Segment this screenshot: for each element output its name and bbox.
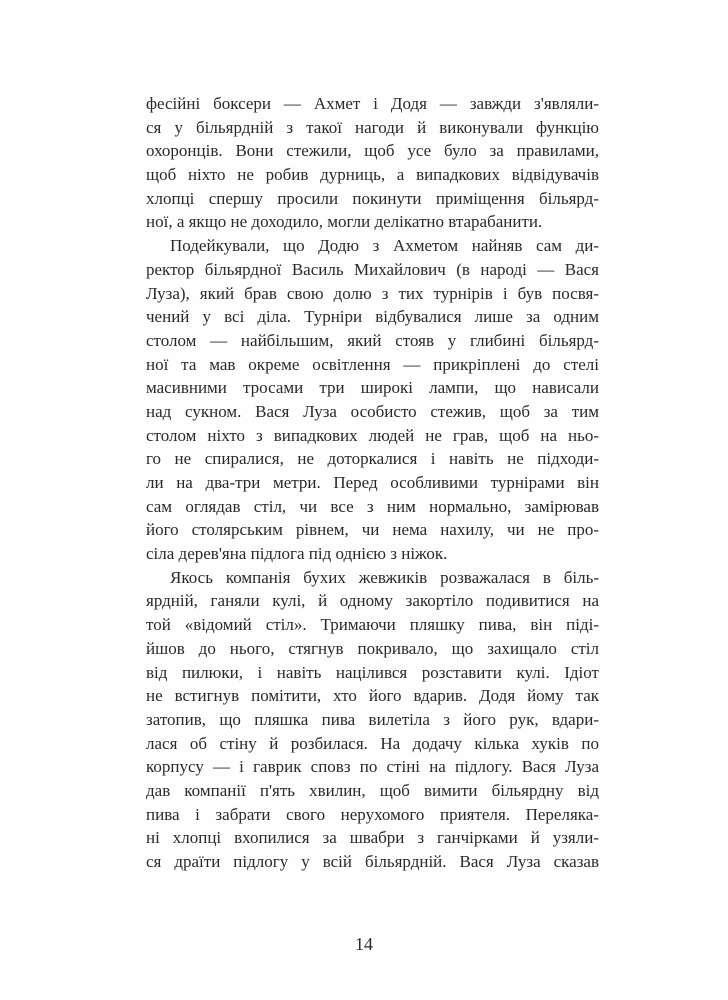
- text-line: ні хлопці вхопилися за швабри з ганчірками й узяли-: [146, 828, 599, 848]
- text-line: Якось компанія бухих жевжиків розважалася в біль-: [170, 567, 599, 587]
- text-line: ярдній, ганяли кулі, й одному закортіло подивитися на: [146, 591, 599, 611]
- text-line: ної та мав окреме освітлення — прикріплені до стелі: [146, 354, 599, 374]
- text-line: сам оглядав стіл, чи все з ним нормально, замірював: [146, 496, 599, 516]
- text-line: йшов до нього, стягнув покривало, що захищало стіл: [146, 638, 599, 658]
- text-line: ної, а якщо не доходило, могли делікатно втарабанити.: [146, 212, 543, 232]
- text-line: охоронців. Вони стежили, щоб усе було за правилами,: [146, 141, 599, 161]
- text-line: хлопці спершу просили покинути приміщення більярд-: [146, 188, 599, 208]
- text-line: його столярським рівнем, чи нема нахилу, чи не про-: [146, 520, 599, 540]
- text-line: ли на два-три метри. Перед особливими турнірами він: [146, 473, 599, 492]
- text-line: не встигнув помітити, хто його вдарив. Додя йому так: [146, 686, 599, 706]
- text-line: фесійні боксери — Ахмет і Додя — завжди з'являли-: [146, 94, 599, 113]
- text-line: чений у всі діла. Турніри відбувалися лише за одним: [146, 307, 599, 327]
- text-line: корпусу — і гаврик сповз по стіні на підлогу. Вася Луза: [146, 757, 599, 777]
- text-line: Луза), який брав свою долю з тих турнірів і був посвя-: [146, 283, 599, 303]
- text-line: ректор більярдної Василь Михайлович (в народі — Вася: [146, 259, 599, 279]
- text-line: столом — найбільшим, який стояв у глибині більярд-: [146, 330, 599, 350]
- text-line: затопив, що пляшка пива вилетіла з його рук, вдари-: [146, 709, 599, 729]
- text-line: над сукном. Вася Луза особисто стежив, щоб за тим: [146, 401, 599, 421]
- text-line: дав компанії п'ять хвилин, щоб вимити більярдну від: [146, 780, 599, 800]
- text-line: лася об стіну й розбилася. На додачу кілька хуків по: [146, 733, 599, 753]
- body-text: [146, 92, 599, 874]
- text-line: той «відомий стіл». Тримаючи пляшку пива, він піді-: [146, 615, 599, 635]
- text-line: масивними тросами три широкі лампи, що нависали: [146, 378, 599, 398]
- text-line: столом ніхто з випадкових людей не грав, щоб на ньо-: [146, 425, 599, 445]
- text-line: від пилюки, і навіть націлився розставити кулі. Ідіот: [146, 662, 599, 682]
- text-line: ся у більярдній з такої нагоди й виконували функцію: [146, 117, 599, 137]
- text-line: Подейкували, що Додю з Ахметом найняв сам ди-: [170, 236, 599, 256]
- text-line: пива і забрати свого нерухомого приятеля. Переляка-: [146, 804, 599, 824]
- text-line: щоб ніхто не робив дурниць, а випадкових відвідувачів: [146, 165, 599, 185]
- text-line: го не спиралися, не доторкалися і навіть не підходи-: [146, 449, 599, 469]
- page-number: 14: [355, 934, 373, 954]
- text-line: сіла дерев'яна підлога під однією з ніжок.: [146, 544, 448, 564]
- text-line: ся драїти підлогу у всій більярдній. Вася Луза сказав: [146, 852, 599, 871]
